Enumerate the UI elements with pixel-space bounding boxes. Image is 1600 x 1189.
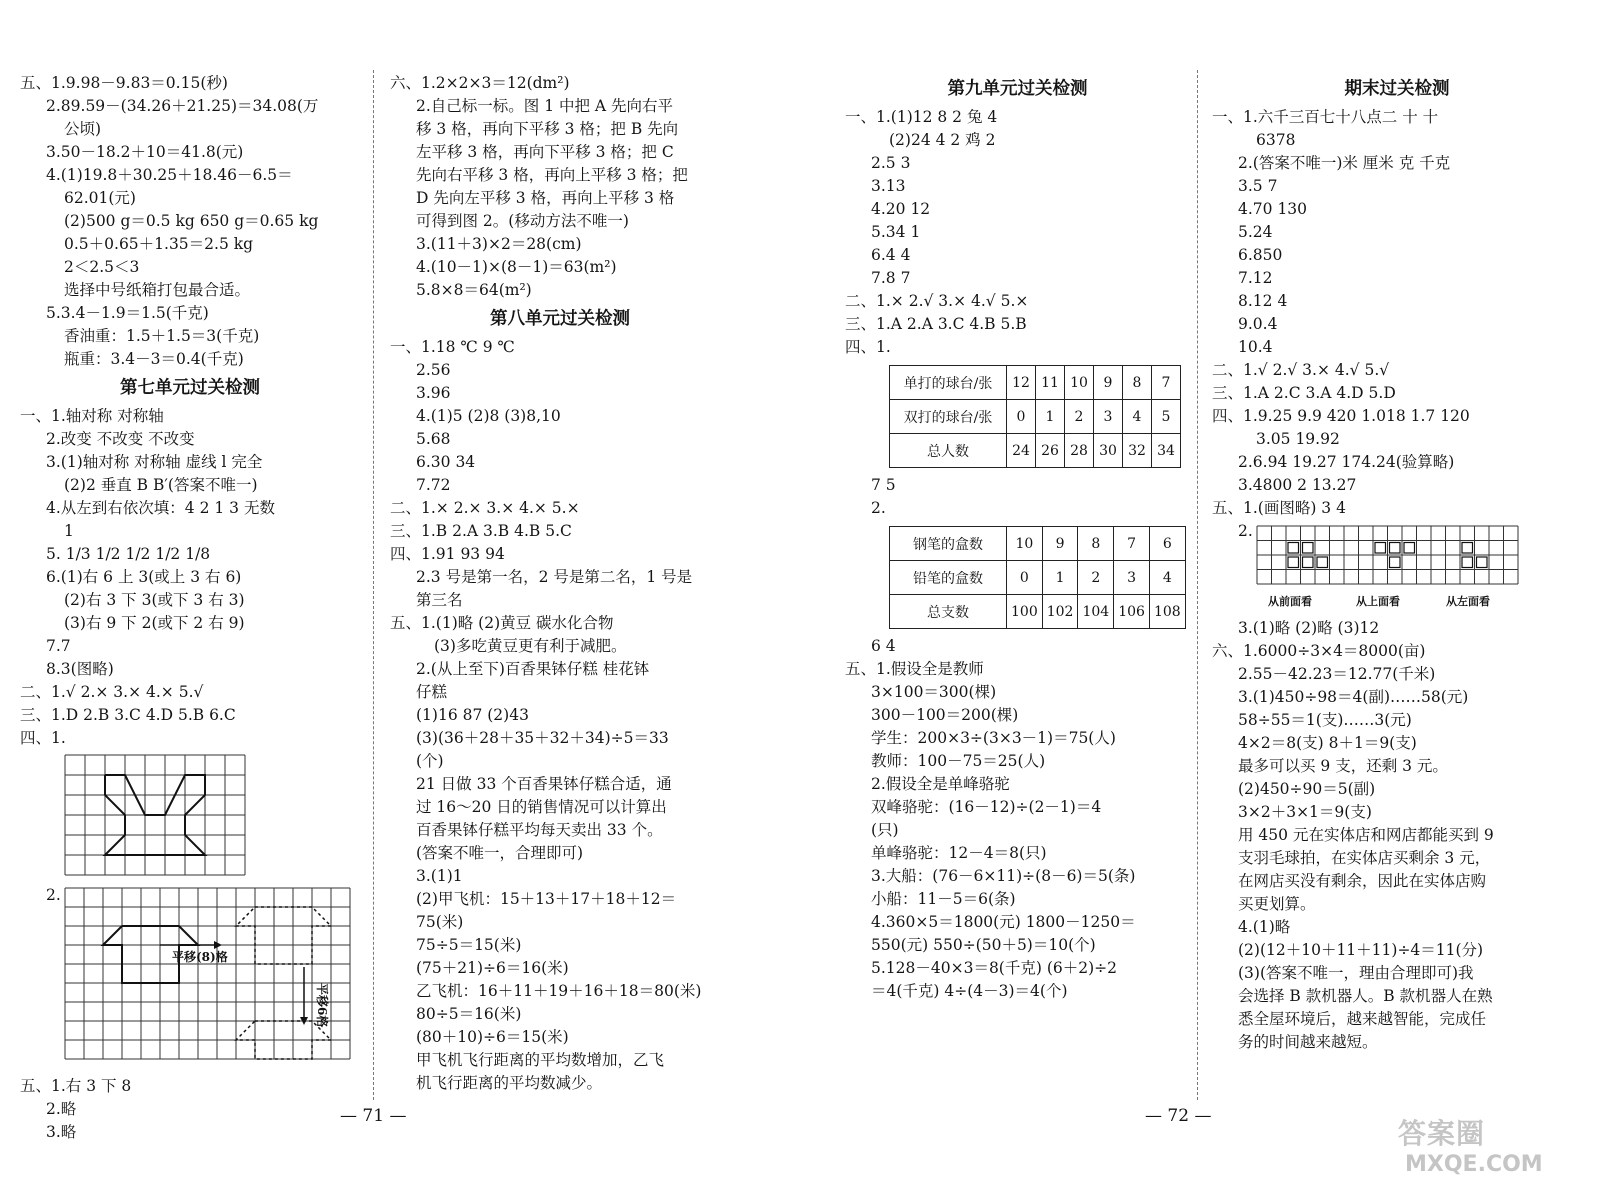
col3-block-c xyxy=(845,635,1190,1003)
answer-line: 7.7 xyxy=(46,637,71,655)
col2-block-b xyxy=(390,336,730,1095)
row-header: 双打的球台/张 xyxy=(890,400,1007,434)
answer-line: (2)甲飞机：15＋13＋17＋18＋12＝ xyxy=(416,890,677,908)
answer-line: 单峰骆驼：12－4＝8(只) xyxy=(871,844,1047,862)
answer-line: 3.96 xyxy=(416,384,451,402)
answer-line: 教师：100－75＝25(人) xyxy=(871,752,1046,770)
answer-line: 5.24 xyxy=(1238,223,1273,241)
answer-line: (80＋10)÷6＝15(米) xyxy=(416,1028,569,1046)
col4-block-a xyxy=(1212,106,1582,543)
answer-line: 一、1.轴对称 对称轴 xyxy=(20,407,164,425)
answer-line: 五、1.(1)略 (2)黄豆 碳水化合物 xyxy=(390,614,614,632)
answer-line: 3.(1)略 (2)略 (3)12 xyxy=(1238,619,1380,637)
table-cell: 8 xyxy=(1123,366,1152,400)
col3-block-b xyxy=(845,474,1190,520)
answer-line: 5.34 1 xyxy=(871,223,921,241)
answer-line: 二、1.× 2.√ 3.× 4.√ 5.× xyxy=(845,292,1029,310)
answer-line: 21 日做 33 个百香果钵仔糕合适，通 xyxy=(416,775,672,793)
answer-line: 4.(10－1)×(8－1)＝63(m²) xyxy=(416,258,617,276)
answer-line: ＝4(千克) 4÷(4－3)＝4(个) xyxy=(871,982,1068,1000)
answer-line: 三、1.A 2.C 3.A 4.D 5.D xyxy=(1212,384,1396,402)
answer-line: 3.大船：(76－6×11)÷(8－6)＝5(条) xyxy=(871,867,1136,885)
answer-line: 甲飞机飞行距离的平均数增加，乙飞 xyxy=(416,1051,665,1069)
answer-line: 7 5 xyxy=(871,476,896,494)
answer-line: 3.5 7 xyxy=(1238,177,1278,195)
translated-shape xyxy=(236,907,331,964)
answer-line: 4.(1)略 xyxy=(1238,918,1291,936)
answer-line: 1 xyxy=(64,522,74,540)
table-cell: 0 xyxy=(1007,400,1036,434)
view-cell xyxy=(1390,557,1401,568)
answer-line: 四、1. xyxy=(20,729,66,747)
answer-line: (个) xyxy=(416,752,444,770)
col1-block-b xyxy=(20,405,360,750)
answer-line: 2.(从上至下)百香果钵仔糕 桂花钵 xyxy=(416,660,650,678)
unit7-heading: 第七单元过关检测 xyxy=(120,378,260,398)
answer-line: 务的时间越来越短。 xyxy=(1238,1033,1378,1051)
answer-line: 小船：11－5＝6(条) xyxy=(871,890,1016,908)
answer-line: 2. xyxy=(871,499,886,517)
view-cell xyxy=(1288,543,1299,554)
answer-line: (3)多吃黄豆更有利于减肥。 xyxy=(434,637,627,655)
answer-line: 0.5＋0.65＋1.35＝2.5 kg xyxy=(64,235,254,253)
view-cell xyxy=(1303,543,1314,554)
table-cell: 100 xyxy=(1007,595,1043,629)
answer-line: (2)2 垂直 B B′(答案不唯一) xyxy=(64,476,258,494)
table-cell: 10 xyxy=(1007,527,1043,561)
answer-line: (2)右 3 下 3(或下 3 右 3) xyxy=(64,591,245,609)
answer-line: 6 4 xyxy=(871,637,896,655)
answer-line: 6.850 xyxy=(1238,246,1283,264)
table-cell: 1 xyxy=(1036,400,1065,434)
view-label: 从左面看 xyxy=(1446,595,1490,608)
answer-line: 4.(1)19.8＋30.25＋18.46－6.5＝ xyxy=(46,166,293,184)
table-cell: 10 xyxy=(1065,366,1094,400)
answer-line: (75＋21)÷6＝16(米) xyxy=(416,959,569,977)
table-cell: 12 xyxy=(1007,366,1036,400)
grid-figure-2 xyxy=(64,887,354,1071)
column-divider-left xyxy=(373,70,374,1100)
answer-line: 二、1.√ 2.× 3.× 4.× 5.√ xyxy=(20,683,204,701)
answer-line: 三、1.D 2.B 3.C 4.D 5.B 6.C xyxy=(20,706,236,724)
table-cell: 6 xyxy=(1149,527,1185,561)
answer-line: 2.55－42.23＝12.77(千米) xyxy=(1238,665,1436,683)
col1-block-c xyxy=(20,1075,360,1144)
answer-line: 先向右平移 3 格，再向上平移 3 格；把 xyxy=(416,166,688,184)
column-divider-right xyxy=(1197,70,1198,1100)
page-number-left: — 71 — xyxy=(340,1106,407,1126)
watermark-logo: 答案圈 xyxy=(1398,1117,1486,1150)
answer-line: 买更划算。 xyxy=(1238,895,1316,913)
translate-label-vertical: 平移6格 xyxy=(315,983,329,1028)
answer-line: 75÷5＝15(米) xyxy=(416,936,522,954)
answer-line: 4×2＝8(支) 8＋1＝9(支) xyxy=(1238,734,1417,752)
answer-line: 3.4800 2 13.27 xyxy=(1238,476,1357,494)
table-row xyxy=(890,561,1186,595)
answer-line: 百香果钵仔糕平均每天卖出 33 个。 xyxy=(416,821,663,839)
answer-line: 7.8 7 xyxy=(871,269,911,287)
answer-line: 4.360×5＝1800(元) 1800－1250＝ xyxy=(871,913,1136,931)
answer-line: 三、1.A 2.A 3.C 4.B 5.B xyxy=(845,315,1027,333)
view-label: 从前面看 xyxy=(1268,595,1312,608)
answer-line: (2)450÷90＝5(副) xyxy=(1238,780,1376,798)
table-cell: 7 xyxy=(1114,527,1150,561)
answer-line: 2.改变 不改变 不改变 xyxy=(46,430,195,448)
answer-line: 6.30 34 xyxy=(416,453,476,471)
answer-line: 四、1.9.25 9.9 420 1.018 1.7 120 xyxy=(1212,407,1470,425)
answer-line: 7.12 xyxy=(1238,269,1273,287)
row-header: 铅笔的盒数 xyxy=(890,561,1007,595)
answer-line: 2.(答案不唯一)米 厘米 克 千克 xyxy=(1238,154,1451,172)
answer-line: 移 3 格，再向下平移 3 格；把 B 先向 xyxy=(416,120,679,138)
answer-line: 5.128－40×3＝8(千克) (6＋2)÷2 xyxy=(871,959,1117,977)
views-grid xyxy=(1256,525,1526,611)
answer-line: (只) xyxy=(871,821,899,839)
answer-line: 2.略 xyxy=(46,1100,77,1118)
answer-line: 过 16～20 日的销售情况可以计算出 xyxy=(416,798,667,816)
answer-line: 在网店买没有剩余，因此在实体店购 xyxy=(1238,872,1487,890)
table-cell: 9 xyxy=(1094,366,1123,400)
answer-line: 75(米) xyxy=(416,913,464,931)
answer-line: 五、1.9.98－9.83＝0.15(秒) xyxy=(20,74,228,92)
row-header: 单打的球台/张 xyxy=(890,366,1007,400)
answer-line: 2.6.94 19.27 174.24(验算略) xyxy=(1238,453,1455,471)
answer-line: (1)16 87 (2)43 xyxy=(416,706,529,724)
answer-line: 第三名 xyxy=(416,591,463,609)
unit8-heading: 第八单元过关检测 xyxy=(490,309,630,329)
answer-line: 香油重：1.5＋1.5＝3(千克) xyxy=(64,327,260,345)
answer-line: 乙飞机：16＋11＋19＋16＋18＝80(米) xyxy=(416,982,702,1000)
answer-line: 80÷5＝16(米) xyxy=(416,1005,522,1023)
answer-line: 6.(1)右 6 上 3(或上 3 右 6) xyxy=(46,568,242,586)
table-row xyxy=(890,527,1186,561)
unit9-heading: 第九单元过关检测 xyxy=(947,79,1088,99)
table-cell: 2 xyxy=(1078,561,1114,595)
answer-line: 六、1.6000÷3×4＝8000(亩) xyxy=(1212,642,1426,660)
col1-block-a xyxy=(20,72,360,371)
translate-label: 平移(8)格 xyxy=(172,950,228,964)
answer-line: 四、1.91 93 94 xyxy=(390,545,505,563)
table-cell: 32 xyxy=(1123,434,1152,468)
answer-line: 3.(11＋3)×2＝28(cm) xyxy=(416,235,582,253)
answer-line: 3.(1)轴对称 对称轴 虚线 l 完全 xyxy=(46,453,263,471)
table-cell: 104 xyxy=(1078,595,1114,629)
table-cell: 3 xyxy=(1094,400,1123,434)
answer-line: 3.13 xyxy=(871,177,906,195)
answer-line: 3.50－18.2＋10＝41.8(元) xyxy=(46,143,244,161)
table-cell: 2 xyxy=(1065,400,1094,434)
answer-line: 五、1.假设全是教师 xyxy=(845,660,984,678)
column-2 xyxy=(390,72,730,1095)
answer-line: 2.56 xyxy=(416,361,451,379)
table-row xyxy=(890,400,1181,434)
table-cell: 108 xyxy=(1149,595,1185,629)
answer-line: 7.72 xyxy=(416,476,451,494)
answer-line: (2)24 4 2 鸡 2 xyxy=(889,131,996,149)
view-cell xyxy=(1317,557,1328,568)
answer-line: 5.3.4－1.9＝1.5(千克) xyxy=(46,304,209,322)
answer-line: (3)右 9 下 2(或下 2 右 9) xyxy=(64,614,245,632)
final-exam-heading: 期末过关检测 xyxy=(1344,79,1450,99)
answer-line: 五、1.右 3 下 8 xyxy=(20,1077,132,1095)
answer-line: 4.20 12 xyxy=(871,200,931,218)
answer-line: 可得到图 2。(移动方法不唯一) xyxy=(416,212,629,230)
answer-line: 学生：200×3÷(3×3－1)＝75(人) xyxy=(871,729,1116,747)
col4-block-b xyxy=(1212,617,1582,1054)
answer-line: 3.05 19.92 xyxy=(1256,430,1340,448)
view-cell xyxy=(1303,557,1314,568)
answer-line: 3×2＋3×1＝9(支) xyxy=(1238,803,1372,821)
row-header: 钢笔的盒数 xyxy=(890,527,1007,561)
answer-line: 三、1.B 2.A 3.B 4.B 5.C xyxy=(390,522,572,540)
view-cell xyxy=(1462,543,1473,554)
answer-line: 2.3 号是第一名，2 号是第二名，1 号是 xyxy=(416,568,693,586)
col2-block-a xyxy=(390,72,730,302)
view-cell xyxy=(1288,557,1299,568)
answer-line: 62.01(元) xyxy=(64,189,136,207)
table-pens xyxy=(889,526,1186,629)
answer-line: 3.(1)1 xyxy=(416,867,463,885)
column-1 xyxy=(20,72,360,1144)
answer-line: (2)500 g＝0.5 kg 650 g＝0.65 kg xyxy=(64,212,319,230)
page-number-right: — 72 — xyxy=(1145,1106,1212,1126)
answer-line: 550(元) 550÷(50＋5)＝10(个) xyxy=(871,936,1096,954)
view-cell xyxy=(1375,543,1386,554)
table-ping-pong xyxy=(889,365,1181,468)
answer-line: 6378 xyxy=(1256,131,1296,149)
column-4 xyxy=(1212,72,1582,1054)
table-cell: 102 xyxy=(1042,595,1078,629)
answer-line: 3.(1)450÷98＝4(副)……58(元) xyxy=(1238,688,1469,706)
answer-line: 悉全屋环境后，越来越智能，完成任 xyxy=(1238,1010,1487,1028)
row-header: 总支数 xyxy=(890,595,1007,629)
watermark-url: MXQE.COM xyxy=(1405,1152,1543,1177)
answer-line: 机飞行距离的平均数减少。 xyxy=(416,1074,603,1092)
column-3 xyxy=(845,72,1190,1003)
answer-line: 最多可以买 9 支，还剩 3 元。 xyxy=(1238,757,1448,775)
answer-line: 会选择 B 款机器人。B 款机器人在熟 xyxy=(1238,987,1493,1005)
answer-line: 4.从左到右依次填：4 2 1 3 无数 xyxy=(46,499,275,517)
table-cell: 0 xyxy=(1007,561,1043,595)
answer-line: 瓶重：3.4－3＝0.4(千克) xyxy=(64,350,244,368)
answer-line: 左平移 3 格，再向下平移 3 格；把 C xyxy=(416,143,674,161)
answer-line: 公顷) xyxy=(64,120,102,138)
view-cell xyxy=(1462,557,1473,568)
answer-line: 300－100＝200(棵) xyxy=(871,706,1019,724)
table-cell: 1 xyxy=(1042,561,1078,595)
view-cell xyxy=(1404,543,1415,554)
table-cell: 9 xyxy=(1042,527,1078,561)
answer-line: 4.(1)5 (2)8 (3)8,10 xyxy=(416,407,561,425)
answer-line: 一、1.六千三百七十八点二 十 十 xyxy=(1212,108,1439,126)
answer-line: 2. xyxy=(1238,522,1253,540)
answer-line: 五、1.(画图略) 3 4 xyxy=(1212,499,1346,517)
answer-line: 四、1. xyxy=(845,338,891,356)
table-cell: 24 xyxy=(1007,434,1036,468)
table-cell: 4 xyxy=(1149,561,1185,595)
table-cell: 3 xyxy=(1114,561,1150,595)
table-row xyxy=(890,366,1181,400)
answer-line: 一、1.18 ℃ 9 ℃ xyxy=(390,338,515,356)
table-row xyxy=(890,595,1186,629)
answer-line: 2.89.59－(34.26＋21.25)＝34.08(万 xyxy=(46,97,319,115)
view-label: 从上面看 xyxy=(1356,595,1400,608)
answer-line: 选择中号纸箱打包最合适。 xyxy=(64,281,251,299)
answer-line: (3)(36＋28＋35＋32＋34)÷5＝33 xyxy=(416,729,669,747)
answer-line: 8.12 4 xyxy=(1238,292,1288,310)
answer-line: (3)(答案不唯一，理由合理即可)我 xyxy=(1238,964,1474,982)
answer-line: 10.4 xyxy=(1238,338,1273,356)
table-cell: 28 xyxy=(1065,434,1094,468)
table-cell: 7 xyxy=(1152,366,1181,400)
view-cell xyxy=(1390,543,1401,554)
arrow-head xyxy=(214,941,222,949)
answer-line: 2.假设全是单峰骆驼 xyxy=(871,775,1010,793)
answer-line: 2.5 3 xyxy=(871,154,911,172)
answer-line: 用 450 元在实体店和网店都能买到 9 xyxy=(1238,826,1494,844)
table-row xyxy=(890,434,1181,468)
answer-line: 8.3(图略) xyxy=(46,660,114,678)
answer-line: 4.70 130 xyxy=(1238,200,1308,218)
table-cell: 8 xyxy=(1078,527,1114,561)
col3-block-a xyxy=(845,106,1190,359)
answer-line: 3×100＝300(棵) xyxy=(871,683,997,701)
table-cell: 30 xyxy=(1094,434,1123,468)
grid2-number: 2. xyxy=(46,886,61,904)
answer-line: 58÷55＝1(支)……3(元) xyxy=(1238,711,1412,729)
table-cell: 5 xyxy=(1152,400,1181,434)
answer-line: 5. 1/3 1/2 1/2 1/2 1/8 xyxy=(46,545,211,563)
answer-line: 二、1.× 2.× 3.× 4.× 5.× xyxy=(390,499,580,517)
answer-line: 一、1.(1)12 8 2 兔 4 xyxy=(845,108,998,126)
answer-line: 9.0.4 xyxy=(1238,315,1278,333)
answer-line: (2)(12＋10＋11＋11)÷4＝11(分) xyxy=(1238,941,1484,959)
answer-line: 仔糕 xyxy=(416,683,448,701)
table-cell: 11 xyxy=(1036,366,1065,400)
table-cell: 34 xyxy=(1152,434,1181,468)
table-cell: 26 xyxy=(1036,434,1065,468)
answer-line: 5.8×8＝64(m²) xyxy=(416,281,532,299)
table-cell: 106 xyxy=(1114,595,1150,629)
answer-line: 支羽毛球拍，在实体店买剩余 3 元， xyxy=(1238,849,1491,867)
answer-line: 3.略 xyxy=(46,1123,77,1141)
grid-figure-1 xyxy=(64,754,248,876)
answer-line: 二、1.√ 2.√ 3.× 4.√ 5.√ xyxy=(1212,361,1390,379)
answer-line: 6.4 4 xyxy=(871,246,911,264)
view-cell xyxy=(1477,557,1488,568)
answer-line: D 先向左平移 3 格，再向上平移 3 格 xyxy=(416,189,675,207)
answer-line: 2.自己标一标。图 1 中把 A 先向右平 xyxy=(416,97,674,115)
answer-line: 六、1.2×2×3＝12(dm²) xyxy=(390,74,570,92)
answer-line: 双峰骆驼：(16－12)÷(2－1)＝4 xyxy=(871,798,1102,816)
answer-line: (答案不唯一，合理即可) xyxy=(416,844,584,862)
table-cell: 4 xyxy=(1123,400,1152,434)
row-header: 总人数 xyxy=(890,434,1007,468)
answer-line: 5.68 xyxy=(416,430,451,448)
answer-line: 2＜2.5＜3 xyxy=(64,258,140,276)
